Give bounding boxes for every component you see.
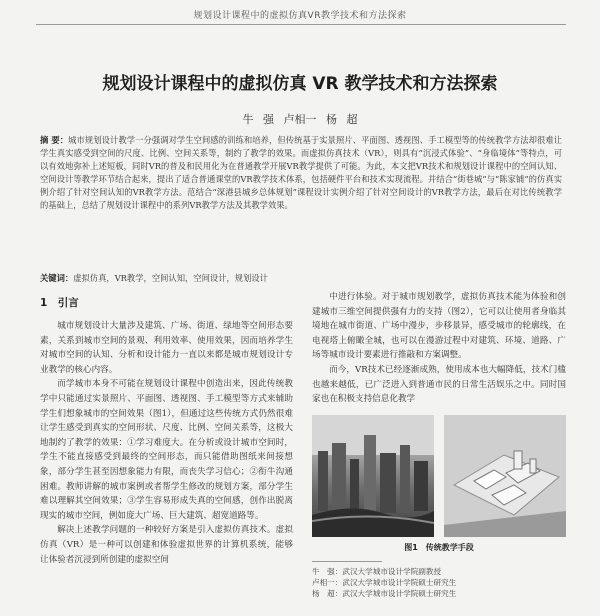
- footnote-rule: [312, 561, 382, 562]
- footnote-author: 卢相一：武汉大学城市设计学院硕士研究生: [312, 577, 457, 587]
- header-rule: [36, 24, 566, 25]
- abstract-text: 城市规划设计教学一分强调对学生空间感的训练和培养，但传统基于实景照片、平面图、透视图、手工模型等的传统教学方法却很难让学生真实感受到空间的尺度、比例、空间关系等，制约了教学的效果。而虚拟仿真技术（VR），则具有“沉浸式体验”、“身临境体”等特点，可以有效地弥补上述短板，同时VR的普及和民用化为在普通教学开展VR教学提供了可能。为此，本文把VR技术和规划设计课程中的空间认知、空间设计等教学环节结合起来，提出了适合普通课堂的VR教学技术体系，包括硬件平台和技术实现流程。并结合“街巷城”与“陈家铺”的仿真实例介绍了针对空间认知的VR教学方法。范结合“深港县城乡总体规划”课程设计实例介绍了针对空间设计的VR教学方法，最后在对比传统教学的基础上，总结了规划设计课程中的系列VR教学方法及其教学效果。: [40, 135, 562, 211]
- keywords-label: 关键词：: [40, 273, 74, 283]
- keywords-text: 虚拟仿真，VR教学，空间认知，空间设计，规划设计: [73, 273, 268, 283]
- abstract-label: 摘 要：: [40, 135, 69, 145]
- figure-photo-city-aerial: [312, 415, 434, 537]
- running-head: 规划设计课程中的虚拟仿真VR教学技术和方法探索: [193, 11, 407, 21]
- article-authors: 牛 强 卢相一 杨 超: [242, 113, 358, 126]
- article-title: 规划设计课程中的虚拟仿真 VR 教学技术和方法探索: [102, 74, 498, 94]
- body-paragraph: 城市规划设计大量涉及建筑、广场、街道、绿地等空间形态要素，关系到城市空间的景观、利用效率、使用效果，因而培养学生对城市空间的认知、分析和设计能力一直以来都是城市规划设计专业教学的核心内容。: [40, 321, 293, 375]
- section-heading-introduction: 1 引言: [40, 297, 79, 309]
- footnote-author: 牛 强：武汉大学城市设计学院副教授: [312, 566, 442, 576]
- figure-1: [312, 415, 566, 555]
- right-column: [312, 290, 566, 616]
- abstract: [40, 134, 562, 213]
- footnote-author: 杨 超：武汉大学城市设计学院硕士研究生: [312, 589, 457, 599]
- keywords: [40, 272, 562, 285]
- left-column: [40, 290, 293, 616]
- figure-caption: 图1 传统教学手段: [404, 542, 474, 552]
- body-paragraph: 而学城市本身不可能在规划设计课程中创造出来，因此传统教学中只能通过实景照片、平面图、透视图、手工模型等方式来辅助学生们想象城市的空间效果（图1），但通过这些传统方式仍然很难让学生感受到真实的空间形状、尺度、比例、空间关系等，这极大地制约了教学的效果：①学习难度大。在分析或设计城市空间时，学生不能直接感受到最终的空间形态，而只能借助图纸来间接想象，部分学生甚至因想象能力有限，而丧失学习信心；②衔牛沟通困难。教师讲解的城市案例或者帮学生修改的规划方案，部分学生难以理解其空间效果；③学生容易形成失真的空间感，创作出脱离现实的城市空间，例如庞大广场、巨大建筑、超宽道路等。: [40, 379, 293, 521]
- figure-photo-physical-model: [444, 415, 566, 537]
- body-paragraph: 而今，VR技术已经逐渐成熟，使用成本也大幅降低，技术门槛也越来越低，已广泛进入到普通市民的日常生活娱乐之中。同时国家也在积极支持信息化教学: [312, 364, 566, 405]
- body-paragraph: 中进行体验。对于城市规划教学，虚拟仿真技术能为体验和创建城市三维空间提供强有力的支持（图2），它可以让使用者身临其境地在城市街道、广场中漫步，步移景异，感受城市的轮廓线，在电视塔上俯瞰全城，也可以在漫游过程中对建筑、环境、道路、广场等城市设计要素进行推敲和方案调整。: [312, 292, 566, 361]
- body-paragraph: 解决上述教学问题的一种较好方案是引入虚拟仿真技术。虚拟仿真（VR）是一种可以创建和体验虚拟世界的计算机系统，能够让体验者沉浸到所创建的虚拟空间: [40, 525, 293, 565]
